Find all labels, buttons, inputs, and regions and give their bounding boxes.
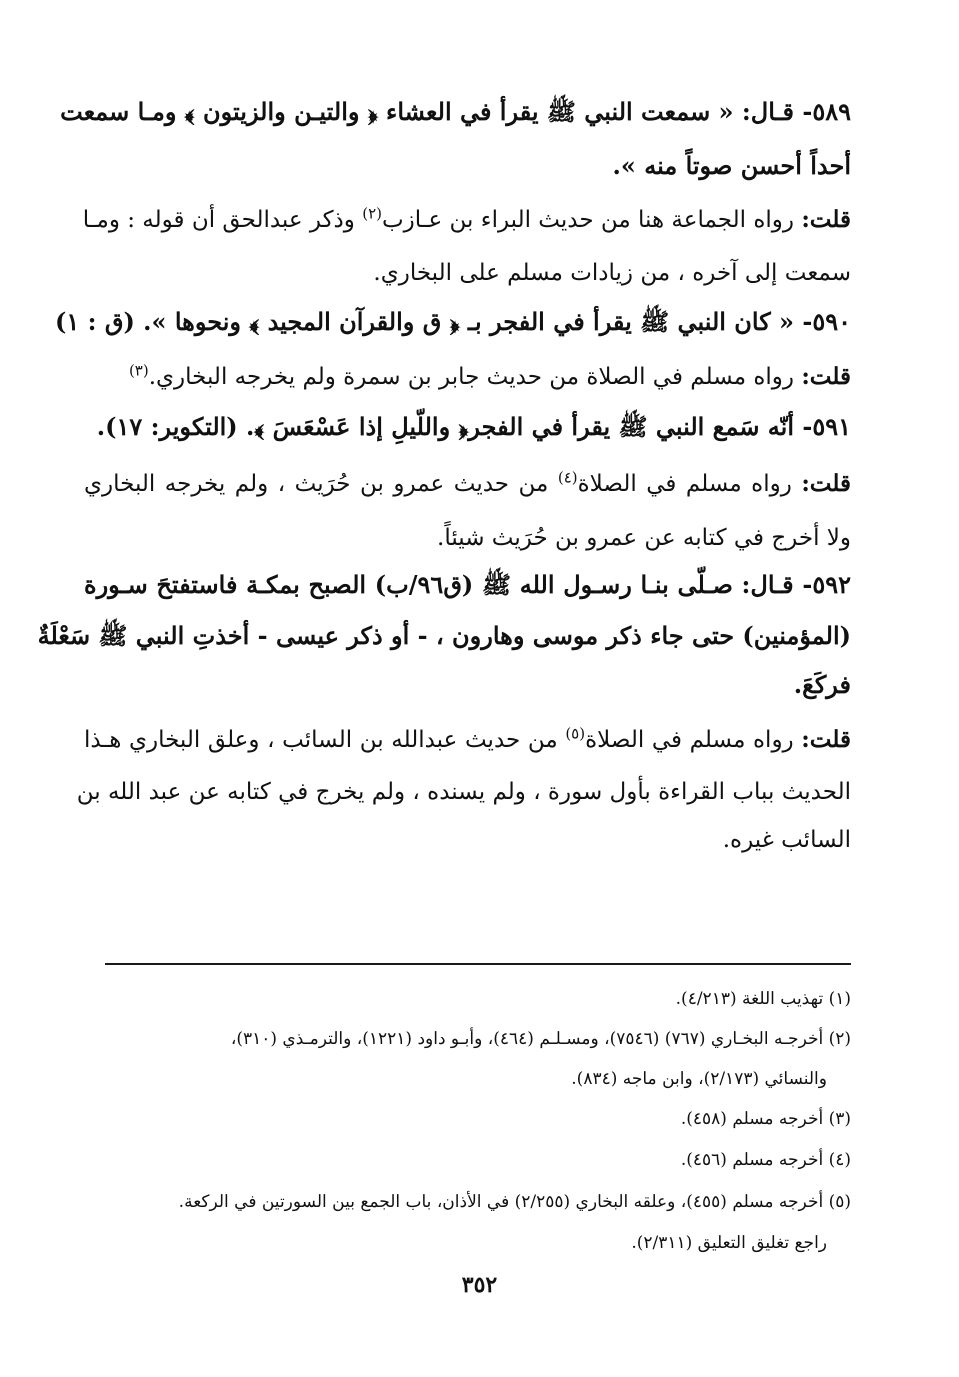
qult-label: قلت: [801, 206, 851, 233]
qult-label: قلت: [801, 363, 851, 390]
footnote-separator [105, 963, 851, 965]
commentary-590-text: رواه مسلم في الصلاة من حديث جابر بن سمرة ولم يخرجه البخاري. [148, 364, 794, 390]
hadith-592-line-1: ٥٩٢- قـال: صـلّى بنـا رسـول الله ﷺ (ق٩٦/ب) الصبح بمكـة فاستفتحَ سـورة [84, 570, 852, 599]
commentary-589-text-a: رواه الجماعة هنا من حديث البراء بن عـازب [382, 207, 794, 233]
commentary-592-line-2: الحديث بباب القراءة بأول سورة ، ولم يسنده ، ولم يخرج في كتابه عن عبد الله بن [76, 779, 851, 805]
footnote-5-line-2: راجع تغليق التعليق (٢/٣١١). [631, 1233, 827, 1253]
footnote-1: (١) تهذيب اللغة (٤/٢١٣). [675, 989, 851, 1009]
footnote-2-line-1: (٢) أخرجـه البخـاري (٧٦٧) (٧٥٤٦)، ومسـلـم (٤٦٤)، وأبـو داود (١٢٢١)، والترمـذي (٣١٠)، [230, 1029, 851, 1049]
hadith-590-line-1: ٥٩٠- « كان النبي ﷺ يقرأ في الفجر بـ ﴿ ق والقرآن المجيد ﴾ ونحوها ». (ق : ١) [55, 307, 851, 336]
commentary-589-line-2: سمعت إلى آخره ، من زيادات مسلم على البخاري. [373, 260, 851, 286]
footnote-5-line-1: (٥) أخرجه مسلم (٤٥٥)، وعلقه البخاري (٢/٢٥٥) في الأذان، باب الجمع بين السورتين في الركعة. [178, 1192, 851, 1212]
hadith-589-line-2: أحداً أحسن صوتاً منه ». [612, 151, 851, 180]
commentary-591-line-2: ولا أخرج في كتابه عن عمرو بن حُرَيث شيئاً. [437, 525, 851, 551]
commentary-591-text-a: رواه مسلم في الصلاة [577, 471, 792, 497]
hadith-589-line-1: ٥٨٩- قـال: « سمعت النبي ﷺ يقرأ في العشاء ﴿ والتيـن والزيتون ﴾ ومـا سمعت [60, 97, 851, 126]
page-number: ٣٥٢ [461, 1272, 498, 1298]
footnote-ref-2: (٢) [362, 204, 382, 223]
commentary-592-text-b: من حديث عبدالله بن السائب ، وعلق البخاري هـذا [84, 727, 558, 753]
commentary-591-line-1 [84, 464, 851, 504]
commentary-589-text-b: وذكر عبدالحق أن قوله : ومـا [82, 207, 355, 233]
qult-label: قلت: [801, 726, 851, 753]
commentary-592-line-3: السائب غيره. [722, 827, 851, 853]
footnote-4: (٤) أخرجه مسلم (٤٥٦). [680, 1150, 851, 1170]
commentary-590-line-1 [84, 357, 851, 397]
qult-label: قلت: [801, 470, 851, 497]
commentary-591-text-b: من حديث عمرو بن حُرَيث ، ولم يخرجه البخاري [84, 471, 549, 497]
hadith-592-line-3: فركَعَ. [793, 670, 851, 699]
commentary-592-line-1 [84, 720, 851, 760]
commentary-589-line-1 [84, 200, 851, 240]
hadith-591-line-1: ٥٩١- أنّه سَمع النبي ﷺ يقرأ في الفجر﴿ واللّيلِ إذا عَسْعَسَ ﴾. (التكوير: ١٧). [96, 412, 851, 441]
footnote-ref-4: (٤) [557, 468, 578, 487]
hadith-592-line-2: (المؤمنين) حتى جاء ذكر موسى وهارون ، - أو ذكر عيسى - أخذتِ النبي ﷺ سَعْلَةٌ [37, 621, 851, 650]
footnote-ref-5: (٥) [565, 724, 586, 743]
footnote-3: (٣) أخرجه مسلم (٤٥٨). [680, 1109, 851, 1129]
footnote-ref-3: (٣) [128, 361, 149, 380]
commentary-592-text-a: رواه مسلم في الصلاة [585, 727, 794, 753]
footnote-2-line-2: والنسائي (٢/١٧٣)، وابن ماجه (٨٣٤). [571, 1069, 827, 1089]
